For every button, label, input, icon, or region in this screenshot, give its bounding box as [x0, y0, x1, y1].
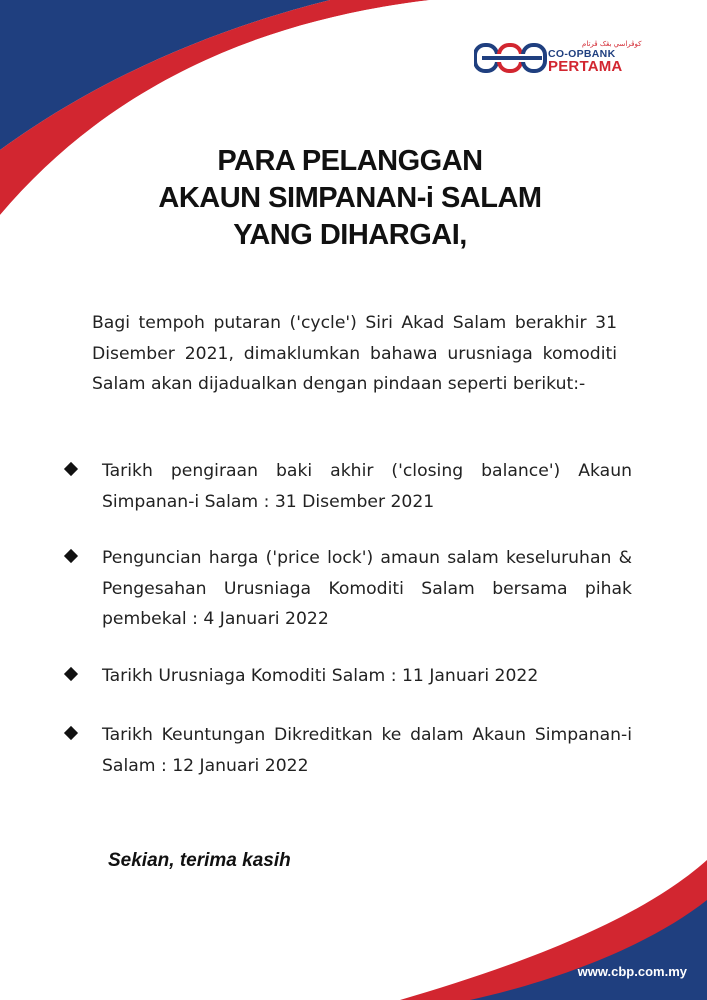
closing-remark: Sekian, terima kasih	[108, 850, 291, 871]
intro-paragraph: Bagi tempoh putaran ('cycle') Siri Akad Salam berakhir 31 Disember 2021, dimaklumkan bahawa urusniaga komoditi Salam akan dijadualkan dengan pindaan seperti berikut:-	[92, 313, 617, 394]
page-title-line-2: AKAUN SIMPANAN-i SALAM	[158, 182, 542, 214]
website-link[interactable]: www.cbp.com.my	[577, 964, 687, 979]
page-title-line-3: YANG DIHARGAI,	[233, 219, 467, 251]
logo-pertama-text: PERTAMA	[548, 58, 623, 75]
logo-arabic-text: کوڤراسي بڠک ڤرتام	[582, 40, 642, 48]
list-item-text: Tarikh Keuntungan Dikreditkan ke dalam Akaun Simpanan-i Salam : 12 Januari 2022	[102, 725, 632, 776]
list-item-text: Tarikh pengiraan baki akhir ('closing balance') Akaun Simpanan-i Salam : 31 Disember 2021	[102, 461, 632, 512]
list-item-text: Tarikh Urusniaga Komoditi Salam : 11 Januari 2022	[102, 666, 539, 686]
cbp-emblem-icon	[474, 38, 549, 80]
logo-coopbank-text: CO-OPBANK	[548, 48, 616, 60]
list-item-text: Penguncian harga ('price lock') amaun salam keseluruhan & Pengesahan Urusniaga Komoditi Salam bersama pihak pembekal : 4 Januari 2022	[102, 548, 632, 629]
page-title-line-1: PARA PELANGGAN	[217, 145, 483, 177]
